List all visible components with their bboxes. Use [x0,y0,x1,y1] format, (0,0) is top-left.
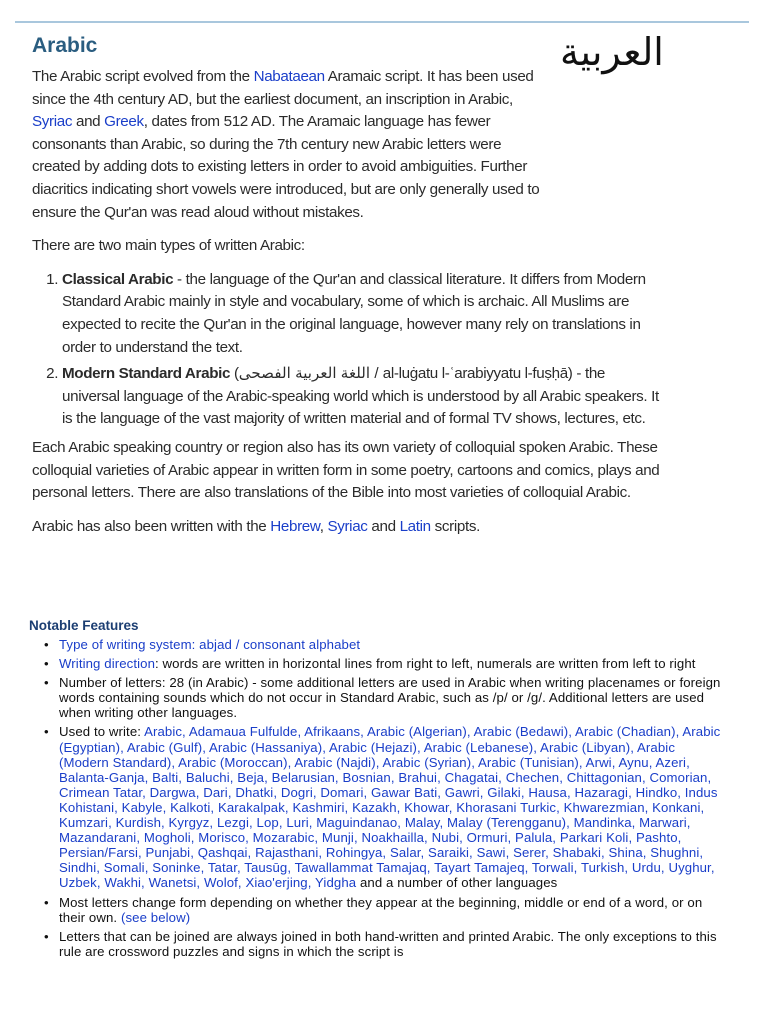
other-scripts-text-3: and [367,517,400,535]
joined-letters-text: Letters that can be joined are always joined in both hand-written and printed Arabic. The only exceptions to this rule are crossword puzzles and signs in which the script is [59,928,717,959]
see-below-link[interactable]: (see below) [120,909,191,925]
type-text-classical: - the language of the Qur'an and classical literature. It differs from Modern Standard Arabic mainly in style and vocabulary, some of which is archaic. All Muslims are expected to recite the Qur'an in the original language, however many rely on translations in order to understand the text. [62,270,646,356]
other-scripts-paragraph [32,516,664,539]
list-item [59,895,727,925]
arabic-script-title: العربية [560,30,664,74]
intro-paragraph [32,66,664,224]
hebrew-link[interactable]: Hebrew [270,517,320,535]
other-scripts-text-1: Arabic has also been written with the [32,517,271,535]
list-item [62,363,664,431]
other-scripts-text-2: , [319,517,328,535]
used-to-write-suffix: and a number of other languages [356,875,558,891]
list-item [59,656,727,671]
intro-text-1: The Arabic script evolved from the [32,68,254,85]
number-of-letters: Number of letters: 28 (in Arabic) - some additional letters are used in Arabic when writing placenames or foreign words containing sounds which do not occur in Standard Arabic, such as /p/ or /g/. Additional letters are used when writing other languages. [59,675,721,721]
used-to-write-label: Used to write: [59,724,145,740]
other-scripts-text-4: scripts. [430,517,480,535]
list-item [59,675,727,720]
syriac-script-link[interactable]: Syriac [327,517,368,535]
intro-text-3: and [72,113,105,131]
nabataean-link[interactable]: Nabataean [253,68,325,85]
type-paren-msa: (اللغة العربية الفصحى / al-luġatu l-ʿarabiyyatu l-fuṣḥā) [230,365,573,383]
notable-features-heading: Notable Features [29,618,139,633]
greek-link[interactable]: Greek [104,113,144,131]
used-languages-links[interactable]: Arabic, Adamaua Fulfulde, Afrikaans, Arabic (Algerian), Arabic (Bedawi), Arabic (Chadian), Arabic (Egyptian), Arabic (Gulf), Arabic (Hassaniya), Arabic (Hejazi), Arabic (Lebanese), Arabic (Libyan), Arabic (Modern Standard), Arabic (Moroccan), Arabic (Najdi), Arabic (Syrian), Arabic (Tunisian), Arwi, Aynu, Azeri, Balanta-Ganja, Balti, Baluchi, Beja, Belarusian, Bosnian, Brahui, Chagatai, Chechen, Chittagonian, Comorian, Crimean Tatar, Dargwa, Dari, Dhatki, Dogri, Domari, Gawar Bati, Gawri, Gilaki, Hausa, Hazaragi, Hindko, Indus Kohistani, Kabyle, Kalkoti, Karakalpak, Kashmiri, Kazakh, Khowar, Khorasani Turkic, Khwarezmian, Konkani, Kumzari, Kurdish, Kyrgyz, Lezgi, Lop, Luri, Maguindanao, Malay, Malay (Terengganu), Mandinka, Marwari, Mazandarani, Mogholi, Morisco, Mozarabic, Munji, Noakhailla, Nubi, Ormuri, Palula, Parkari Koli, Pashto, Persian/Farsi, Punjabi, Qashqai, Rajasthani, Rohingya, Salar, Saraiki, Sawi, Serer, Shabaki, Shina, Shughni, Sindhi, Somali, Soninke, Tatar, Tausūg, Tawallammat Tamajaq, Tayart Tamajeq, Torwali, Turkish, Urdu, Uyghur, Uzbek, Wakhi, Wanetsi, Wolof, Xiao'erjing, Yidgha [59,724,721,891]
writing-direction-value: : words are written in horizontal lines from right to left, numerals are written from left to right [155,656,696,672]
types-intro: There are two main types of written Arabic: [32,237,305,255]
main-content [32,66,664,549]
type-text-msa: - the universal language of the Arabic-speaking world which is understood by all Arabic speakers. It is the language of the vast majority of written material and of formal TV shows, lectures, etc. [62,365,659,428]
intro-text-4: , dates from 512 AD. The Aramaic language has fewer consonants than Arabic, so during the 7th century new Arabic letters were created by adding dots to existing letters in order to avoid ambiguities. Further diacritics indicating short vowels were introduced, but are only generally used to ensure the Qur'an was read aloud without mistakes. [32,113,540,221]
top-divider [15,21,749,23]
type-of-writing-value[interactable]: : abjad / consonant alphabet [191,637,361,652]
list-item [59,637,727,652]
type-of-writing-link[interactable]: Type of writing system [59,637,192,652]
list-item [62,269,664,359]
page-title: Arabic [32,34,98,57]
letter-forms-text: Most letters change form depending on whether they appear at the beginning, middle or end of a word, or on their own. [59,894,703,925]
colloquial-paragraph: Each Arabic speaking country or region also has its own variety of colloquial spoken Arabic. These colloquial varieties of Arabic appear in written form in some poetry, cartoons and comics, plays and personal letters. There are also translations of the Bible into most varieties of colloquial Arabic. [32,438,660,502]
list-item [59,724,727,890]
syriac-link[interactable]: Syriac [32,113,73,131]
type-name-msa: Modern Standard Arabic [62,365,231,383]
list-item [59,929,727,959]
types-list [32,269,664,431]
features-list [28,637,727,963]
writing-direction-link[interactable]: Writing direction [59,656,156,672]
intro-text-2: Aramaic script. It has been used since the 4th century AD, but the earliest document, an inscription in Arabic, [32,68,534,108]
type-name-classical: Classical Arabic [62,270,174,288]
latin-link[interactable]: Latin [399,517,431,535]
